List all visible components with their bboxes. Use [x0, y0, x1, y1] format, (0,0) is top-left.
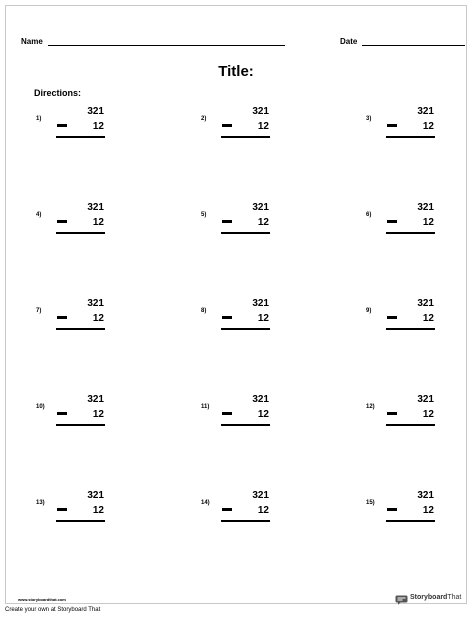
worksheet-page [5, 5, 467, 604]
minus-sign-icon [57, 316, 67, 319]
problem-item [201, 394, 281, 434]
minuend: 321 [417, 202, 434, 213]
minuend: 321 [252, 394, 269, 405]
problem-number: 8) [201, 308, 207, 314]
answer-line [221, 232, 270, 234]
problem-item [201, 202, 281, 242]
answer-line [221, 328, 270, 330]
storyboard-logo-icon [395, 592, 408, 602]
problem-number: 6) [366, 212, 372, 218]
answer-line [386, 424, 435, 426]
problem-number: 5) [201, 212, 207, 218]
problem-number: 2) [201, 116, 207, 122]
problem-number: 4) [36, 212, 42, 218]
answer-line [56, 328, 105, 330]
minus-sign-icon [222, 316, 232, 319]
minuend: 321 [252, 298, 269, 309]
minus-sign-icon [387, 220, 397, 223]
answer-line [386, 136, 435, 138]
logo-text [410, 594, 461, 601]
minuend: 321 [87, 298, 104, 309]
minuend: 321 [417, 106, 434, 117]
answer-line [386, 328, 435, 330]
subtrahend: 12 [422, 505, 434, 516]
problem-number: 1) [36, 116, 42, 122]
answer-line [56, 136, 105, 138]
minus-sign-icon [222, 412, 232, 415]
subtrahend: 12 [257, 409, 269, 420]
subtrahend: 12 [422, 313, 434, 324]
subtrahend: 12 [92, 505, 104, 516]
problem-item [36, 202, 116, 242]
subtrahend: 12 [422, 409, 434, 420]
subtrahend: 12 [257, 505, 269, 516]
problem-number: 9) [366, 308, 372, 314]
subtrahend: 12 [422, 121, 434, 132]
problem-number: 12) [366, 404, 375, 410]
problem-item [36, 106, 116, 146]
minus-sign-icon [387, 508, 397, 511]
answer-line [56, 232, 105, 234]
problem-item [36, 298, 116, 338]
answer-line [56, 520, 105, 522]
minuend: 321 [87, 106, 104, 117]
minuend: 321 [417, 394, 434, 405]
footer-url: www.storyboardthat.com [18, 597, 66, 602]
problem-item [366, 394, 446, 434]
problem-number: 7) [36, 308, 42, 314]
problem-item [36, 394, 116, 434]
minus-sign-icon [57, 508, 67, 511]
minuend: 321 [87, 394, 104, 405]
problem-item [366, 202, 446, 242]
minus-sign-icon [222, 508, 232, 511]
problem-number: 10) [36, 404, 45, 410]
subtrahend: 12 [257, 313, 269, 324]
minus-sign-icon [387, 316, 397, 319]
logo-word-1: Storyboard [410, 593, 448, 601]
subtrahend: 12 [257, 121, 269, 132]
subtrahend: 12 [257, 217, 269, 228]
date-label: Date [340, 37, 358, 46]
minus-sign-icon [222, 220, 232, 223]
worksheet-title[interactable]: Title: [218, 63, 254, 80]
minus-sign-icon [57, 220, 67, 223]
answer-line [56, 424, 105, 426]
subtrahend: 12 [92, 121, 104, 132]
minuend: 321 [87, 490, 104, 501]
minuend: 321 [252, 106, 269, 117]
minuend: 321 [417, 490, 434, 501]
subtrahend: 12 [92, 313, 104, 324]
problem-number: 3) [366, 116, 372, 122]
answer-line [221, 424, 270, 426]
logo-word-2: That [447, 593, 462, 601]
date-line [362, 36, 465, 46]
subtrahend: 12 [422, 217, 434, 228]
minuend: 321 [417, 298, 434, 309]
date-field[interactable] [340, 36, 465, 46]
minus-sign-icon [57, 412, 67, 415]
problem-item [201, 106, 281, 146]
problem-item [366, 106, 446, 146]
name-line [48, 36, 285, 46]
directions-label: Directions: [34, 88, 82, 98]
problem-item [201, 298, 281, 338]
problem-number: 15) [366, 500, 375, 506]
minus-sign-icon [222, 124, 232, 127]
name-field[interactable] [21, 36, 285, 46]
problem-item [201, 490, 281, 530]
problem-number: 13) [36, 500, 45, 506]
problem-item [36, 490, 116, 530]
subtrahend: 12 [92, 409, 104, 420]
problem-item [366, 490, 446, 530]
name-label: Name [21, 37, 43, 46]
minuend: 321 [252, 202, 269, 213]
minuend: 321 [87, 202, 104, 213]
minus-sign-icon [387, 412, 397, 415]
problem-number: 14) [201, 500, 210, 506]
minus-sign-icon [387, 124, 397, 127]
storyboard-logo [395, 592, 461, 602]
caption[interactable]: Create your own at Storyboard That [5, 607, 101, 613]
answer-line [221, 136, 270, 138]
problem-item [366, 298, 446, 338]
minuend: 321 [252, 490, 269, 501]
subtrahend: 12 [92, 217, 104, 228]
answer-line [386, 520, 435, 522]
problem-number: 11) [201, 404, 210, 410]
answer-line [221, 520, 270, 522]
answer-line [386, 232, 435, 234]
minus-sign-icon [57, 124, 67, 127]
